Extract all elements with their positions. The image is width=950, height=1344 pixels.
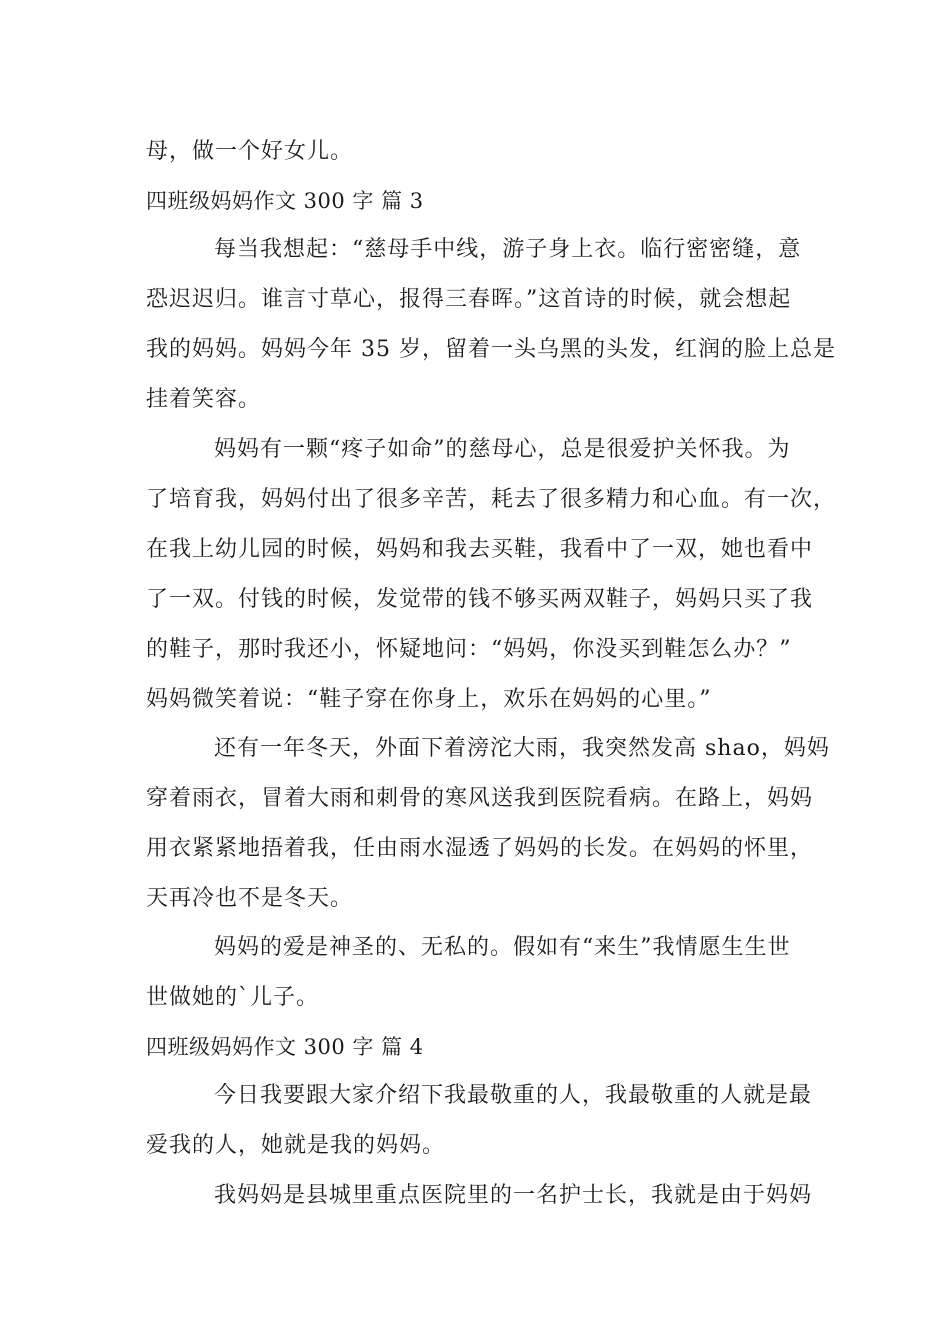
text-line: 穿着雨衣，冒着大雨和刺骨的寒风送我到医院看病。在路上，妈妈 [146, 786, 814, 811]
text-line: 在我上幼儿园的时候，妈妈和我去买鞋，我看中了一双，她也看中 [146, 537, 814, 562]
section-heading: 四班级妈妈作文 300 字 篇 4 [146, 1035, 424, 1059]
text-line: 爱我的人，她就是我的妈妈。 [146, 1133, 446, 1158]
text-line: 用衣紧紧地捂着我，任由雨水湿透了妈妈的长发。在妈妈的怀里， [146, 836, 814, 861]
text-line: 的鞋子，那时我还小，怀疑地问：“妈妈，你没买到鞋怎么办？” [146, 637, 792, 662]
section-heading: 四班级妈妈作文 300 字 篇 3 [146, 189, 424, 213]
text-line: 恐迟迟归。谁言寸草心，报得三春晖。”这首诗的时候，就会想起 [146, 287, 792, 312]
text-line: 还有一年冬天，外面下着滂沱大雨，我突然发高 shao，妈妈 [214, 736, 830, 761]
text-line: 世做她的`儿子。 [146, 985, 320, 1010]
text-line: 我妈妈是县城里重点医院里的一名护士长，我就是由于妈妈 [214, 1183, 813, 1208]
text-line: 了一双。付钱的时候，发觉带的钱不够买两双鞋子，妈妈只买了我 [146, 587, 814, 612]
text-line: 我的妈妈。妈妈今年 35 岁，留着一头乌黑的头发，红润的脸上总是 [146, 337, 836, 362]
text-line: 妈妈的爱是神圣的、无私的。假如有“来生”我情愿生生世 [214, 935, 791, 960]
text-line: 妈妈微笑着说：“鞋子穿在你身上，欢乐在妈妈的心里。” [146, 687, 712, 712]
text-line: 天再冷也不是冬天。 [146, 886, 354, 911]
text-line: 母，做一个好女儿。 [146, 139, 354, 164]
text-line: 妈妈有一颗“疼子如命”的慈母心，总是很爱护关怀我。为 [214, 437, 791, 462]
text-line: 今日我要跟大家介绍下我最敬重的人，我最敬重的人就是最 [214, 1083, 813, 1108]
text-line: 了培育我，妈妈付出了很多辛苦，耗去了很多精力和心血。有一次， [146, 487, 837, 512]
text-line: 挂着笑容。 [146, 387, 262, 412]
text-line: 每当我想起：“慈母手中线，游子身上衣。临行密密缝，意 [214, 237, 802, 262]
